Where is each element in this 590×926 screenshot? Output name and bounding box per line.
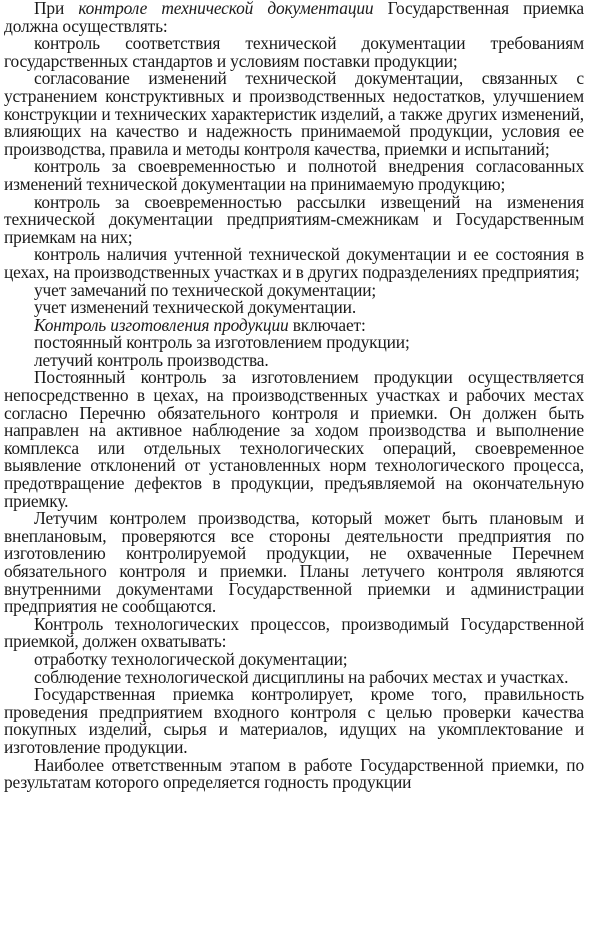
- list-item: контроль за своевременностью и полнотой внедрения согласованных изменений технической документации на принимаемую продукцию;: [4, 156, 584, 194]
- paragraph: Наиболее ответственным этапом в работе Государственной приемки, по результатам которого определяется годность продукции: [4, 754, 584, 793]
- paragraph: Постоянный контроль за изготовлением продукции осуществляется непосредственно в цехах, на производственных участках и рабочих местах согласно Перечню обязательного контроля и приемки. Он должен быть направлен на активное наблюдение за ходом производства и выполнение комплекса или отдельных технологических операций, своевременное выявление отклонений от установленных норм технологического процесса, предотвращение дефектов в продукции, предъявляемой на окончательную приемку.: [4, 367, 584, 511]
- paragraph: Летучим контролем производства, который может быть плановым и внеплановым, проверяются все стороны деятельности предприятия по изготовлению контролируемой продукции, не охваченные Перечнем обязательного контроля и приемки. Планы летучего контроля являются внутренними документами Государственной приемки и администрации предприятия не сообщаются.: [4, 508, 584, 617]
- intro-italic-term: контроле технической документации: [78, 0, 374, 18]
- paragraph-intro: [4, 0, 584, 35]
- list-item: летучий контроль производства.: [34, 349, 269, 370]
- intro-lead: При: [34, 0, 79, 18]
- list-item: соблюдение технологической дисциплины на рабочих местах и участках.: [34, 666, 569, 687]
- list-item: контроль наличия учтенной технической документации и ее состояния в цехах, на производственных участках и в других подразделениях предприятия;: [4, 244, 584, 282]
- list-item: постоянный контроль за изготовлением продукции;: [34, 332, 410, 353]
- list-item: отработку технологической документации;: [34, 648, 348, 669]
- list-item: контроль соответствия технической документации требованиям государственных стандартов и условиям поставки продукции;: [4, 33, 584, 71]
- list-item: согласование изменений технической документации, связанных с устранением конструктивных и производственных недостатков, улучшением конструкции и технических характеристик изделий, а также других изменений, влияющих на качество и надежность принимаемой продукции, условия ее производства, правила и методы контроля качества, приемки и испытаний;: [4, 68, 584, 159]
- paragraph: Государственная приемка контролирует, кроме того, правильность проведения предприятием входного контроля с целью проверки качества покупных изделий, сырья и материалов, идущих на укомплектование и изготовление продукции.: [4, 684, 584, 757]
- production-italic-term: Контроль изготовления продукции: [34, 314, 289, 335]
- production-tail: включает:: [288, 314, 366, 335]
- list-item: учет изменений технической документации.: [34, 297, 357, 318]
- paragraph: Контроль технологических процессов, производимый Государственной приемкой, должен охватывать:: [4, 613, 584, 652]
- intro-tail: Государственная приемка должна осуществлять:: [4, 0, 584, 36]
- list-item: контроль за своевременностью рассылки извещений на изменения технической документации предприятиям-смежникам и Государственным приемкам на них;: [4, 191, 584, 247]
- list-item: учет замечаний по технической документации;: [34, 279, 377, 300]
